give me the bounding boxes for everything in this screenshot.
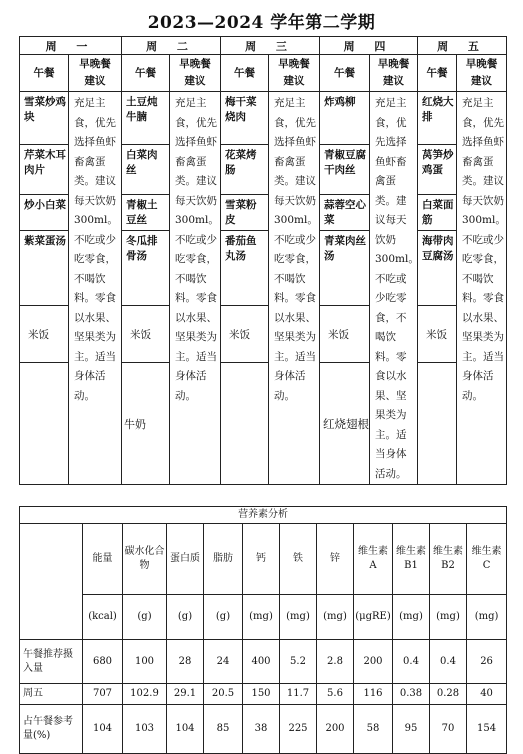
nutrient-value: 85 xyxy=(204,705,243,754)
day-header-row xyxy=(20,37,507,55)
lunch-column-header: 午餐 xyxy=(418,55,457,92)
lunch-staple: 米饭 xyxy=(418,306,457,363)
lunch-staple: 米饭 xyxy=(221,306,269,363)
nutrition-row xyxy=(20,640,507,684)
meal-advice: 充足主食，优先选择鱼虾畜禽蛋类。建议每天饮奶300ml。不吃或少吃零食，不喝饮料。零食以水果、坚果类为主。适当身体活动。 xyxy=(370,92,418,485)
lunch-dish: 雪菜炒鸡块 xyxy=(20,92,69,145)
lunch-column-header: 午餐 xyxy=(320,55,370,92)
lunch-extra: 牛奶 xyxy=(122,363,170,485)
lunch-staple: 米饭 xyxy=(122,306,170,363)
nutrient-unit: (μgRE) xyxy=(354,595,393,640)
nutrient-value: 103 xyxy=(123,705,167,754)
nutrient-value: 26 xyxy=(467,640,507,684)
advice-column-header: 早晚餐建议 xyxy=(457,55,507,92)
day-header: 周 二 xyxy=(122,37,221,55)
nutrient-unit: (g) xyxy=(167,595,204,640)
advice-column-header: 早晚餐建议 xyxy=(269,55,320,92)
advice-column-header: 早晚餐建议 xyxy=(370,55,418,92)
lunch-extra xyxy=(418,363,457,485)
lunch-extra: 红烧翅根 xyxy=(320,363,370,485)
lunch-dish: 青菜肉丝汤 xyxy=(320,230,370,306)
nutrient-header: 锌 xyxy=(317,524,354,595)
nutrient-header: 维生素A xyxy=(354,524,393,595)
nutrient-value: 200 xyxy=(354,640,393,684)
unit-row xyxy=(20,595,507,640)
day-header: 周 四 xyxy=(320,37,418,55)
lunch-dish: 番茄鱼丸汤 xyxy=(221,230,269,306)
nutrition-caption: 营养素分析 xyxy=(20,507,507,524)
menu-row xyxy=(20,92,507,145)
nutrient-value: 11.7 xyxy=(280,684,317,705)
nutrient-value: 104 xyxy=(167,705,204,754)
lunch-dish: 青椒豆腐干肉丝 xyxy=(320,144,370,194)
nutrient-value: 116 xyxy=(354,684,393,705)
lunch-staple: 米饭 xyxy=(320,306,370,363)
nutrient-value: 24 xyxy=(204,640,243,684)
lunch-dish: 青椒土豆丝 xyxy=(122,194,170,230)
nutrient-value: 0.28 xyxy=(430,684,467,705)
lunch-dish: 炒小白菜 xyxy=(20,194,69,230)
meal-advice: 充足主食，优先选择鱼虾畜禽蛋类。建议每天饮奶300ml。不吃或少吃零食，不喝饮料。零食以水果、坚果类为主。适当身体活动。 xyxy=(457,92,507,485)
day-header: 周 一 xyxy=(20,37,122,55)
lunch-dish: 白菜面筋 xyxy=(418,194,457,230)
row-label: 周五 xyxy=(20,684,83,705)
lunch-column-header: 午餐 xyxy=(20,55,69,92)
meal-advice: 充足主食，优先选择鱼虾畜禽蛋类。建议每天饮奶300ml。不吃或少吃零食，不喝饮料。零食以水果、坚果类为主。适当身体活动。 xyxy=(69,92,122,485)
nutrition-row xyxy=(20,705,507,754)
nutrient-unit: (mg) xyxy=(467,595,507,640)
corner-cell xyxy=(20,524,83,640)
nutrient-value: 200 xyxy=(317,705,354,754)
lunch-dish: 冬瓜排骨汤 xyxy=(122,230,170,306)
nutrient-header: 维生素B2 xyxy=(430,524,467,595)
nutrient-unit: (mg) xyxy=(393,595,430,640)
lunch-dish: 白菜肉丝 xyxy=(122,144,170,194)
lunch-extra xyxy=(20,363,69,485)
lunch-dish: 海带肉豆腐汤 xyxy=(418,230,457,306)
nutrient-header: 脂肪 xyxy=(204,524,243,595)
lunch-dish: 雪菜粉皮 xyxy=(221,194,269,230)
advice-column-header: 早晚餐建议 xyxy=(170,55,221,92)
lunch-dish: 莴笋炒鸡蛋 xyxy=(418,144,457,194)
row-label: 占午餐参考量(%) xyxy=(20,705,83,754)
lunch-dish: 梅干菜烧肉 xyxy=(221,92,269,145)
nutrient-value: 5.2 xyxy=(280,640,317,684)
meal-advice: 充足主食，优先选择鱼虾畜禽蛋类。建议每天饮奶300ml。不吃或少吃零食，不喝饮料。零食以水果、坚果类为主。适当身体活动。 xyxy=(269,92,320,485)
nutrition-caption-row xyxy=(20,507,507,524)
nutrient-value: 28 xyxy=(167,640,204,684)
nutrient-header-row xyxy=(20,524,507,595)
lunch-staple: 米饭 xyxy=(20,306,69,363)
nutrient-header: 钙 xyxy=(243,524,280,595)
lunch-dish: 蒜蓉空心菜 xyxy=(320,194,370,230)
nutrient-value: 70 xyxy=(430,705,467,754)
nutrient-header: 能量 xyxy=(83,524,123,595)
nutrient-value: 102.9 xyxy=(123,684,167,705)
nutrient-value: 58 xyxy=(354,705,393,754)
nutrient-value: 40 xyxy=(467,684,507,705)
lunch-column-header: 午餐 xyxy=(122,55,170,92)
nutrient-value: 150 xyxy=(243,684,280,705)
nutrient-header: 碳水化合物 xyxy=(123,524,167,595)
advice-column-header: 早晚餐建议 xyxy=(69,55,122,92)
nutrient-unit: (kcal) xyxy=(83,595,123,640)
nutrient-header: 蛋白质 xyxy=(167,524,204,595)
nutrient-unit: (mg) xyxy=(430,595,467,640)
nutrient-value: 0.4 xyxy=(430,640,467,684)
day-header: 周 三 xyxy=(221,37,320,55)
nutrient-unit: (g) xyxy=(123,595,167,640)
lunch-dish: 土豆炖牛腩 xyxy=(122,92,170,145)
nutrient-value: 2.8 xyxy=(317,640,354,684)
column-header-row xyxy=(20,55,507,92)
lunch-dish: 紫菜蛋汤 xyxy=(20,230,69,306)
nutrient-value: 0.38 xyxy=(393,684,430,705)
nutrient-unit: (g) xyxy=(204,595,243,640)
lunch-dish: 红烧大排 xyxy=(418,92,457,145)
nutrient-value: 154 xyxy=(467,705,507,754)
nutrient-value: 0.4 xyxy=(393,640,430,684)
nutrition-table xyxy=(19,506,507,754)
meal-advice: 充足主食，优先选择鱼虾畜禽蛋类。建议每天饮奶300ml。不吃或少吃零食，不喝饮料。零食以水果、坚果类为主。适当身体活动。 xyxy=(170,92,221,485)
nutrient-value: 680 xyxy=(83,640,123,684)
nutrient-unit: (mg) xyxy=(280,595,317,640)
nutrient-header: 铁 xyxy=(280,524,317,595)
nutrition-row xyxy=(20,684,507,705)
row-label: 午餐推荐摄入量 xyxy=(20,640,83,684)
nutrient-value: 5.6 xyxy=(317,684,354,705)
lunch-dish: 花菜烤肠 xyxy=(221,144,269,194)
nutrient-value: 100 xyxy=(123,640,167,684)
nutrient-unit: (mg) xyxy=(243,595,280,640)
nutrient-value: 38 xyxy=(243,705,280,754)
lunch-extra xyxy=(221,363,269,485)
weekly-menu-table xyxy=(19,36,507,485)
nutrient-unit: (mg) xyxy=(317,595,354,640)
day-header: 周 五 xyxy=(418,37,507,55)
lunch-dish: 炸鸡柳 xyxy=(320,92,370,145)
nutrient-value: 104 xyxy=(83,705,123,754)
lunch-dish: 芹菜木耳肉片 xyxy=(20,144,69,194)
nutrient-header: 维生素C xyxy=(467,524,507,595)
nutrient-header: 维生素B1 xyxy=(393,524,430,595)
nutrient-value: 29.1 xyxy=(167,684,204,705)
nutrient-value: 95 xyxy=(393,705,430,754)
nutrient-value: 20.5 xyxy=(204,684,243,705)
nutrient-value: 400 xyxy=(243,640,280,684)
lunch-column-header: 午餐 xyxy=(221,55,269,92)
nutrient-value: 225 xyxy=(280,705,317,754)
nutrient-value: 707 xyxy=(83,684,123,705)
page-title: 2023—2024 学年第二学期 xyxy=(147,13,376,33)
